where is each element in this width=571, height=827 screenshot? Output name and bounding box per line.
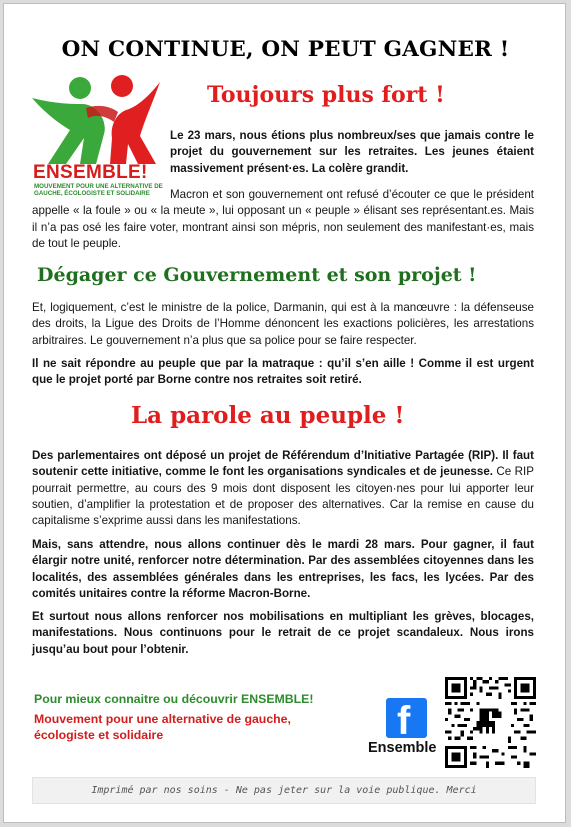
section2-title: Dégager ce Gouvernement et son projet !: [37, 264, 477, 286]
section3-para1: [32, 448, 534, 529]
section2-para1: Et, logiquement, c’est le ministre de la police, Darmanin, qui est à la manœuvre : la défenseuse des droits, la Ligue des Droits de l’Homme dénoncent les exactions policières, les arrestations arbitraires. Le gouvernement n’a plus que sa police pour se faire respecter.: [32, 301, 534, 347]
section3-para3: Et surtout nous allons renforcer nos mobilisations en multipliant les grèves, blocages, manifestations. Nous continuons pour le retrait de ce projet scandaleux. Nous irons jusqu’au bout pour l’obtenir.: [32, 610, 534, 656]
section2-para2: Il ne sait répondre au peuple que par la matraque : qu’il s’en aille ! Comme il est urgent que le projet porté par Borne contre nos retraites soit retiré.: [32, 357, 534, 387]
section1-para2: Macron et son gouvernement ont refusé d’écouter ce que le président appelle « la foule » ou « la meute », lui opposant un « peuple » élisant ses représentant.es. Mais il n’a pas osé les faire voter, montrant ainsi son mépris, non seulement des manifestant·es, mais de tout le peuple.: [32, 188, 534, 250]
ensemble-figures-icon: [26, 74, 166, 166]
ensemble-logo: [26, 74, 166, 204]
facebook-label: Ensemble: [368, 740, 437, 756]
section3-para2: Mais, sans attendre, nous allons continuer dès le mardi 28 mars. Pour gagner, il faut élargir notre unité, renforcer notre détermination. Par des assemblées citoyennes dans les localités, des assemblées générales dans les entreprises, les facs, les lycées. Par des comités unitaires contre la réforme Macron-Borne.: [32, 538, 534, 600]
facebook-icon[interactable]: [386, 698, 427, 743]
headline: ON CONTINUE, ON PEUT GAGNER !: [61, 37, 510, 62]
flyer-page: [3, 3, 566, 823]
section1-para1: Le 23 mars, nous étions plus nombreux/ses que jamais contre le projet du gouvernement sur les retraites. Les jeunes étaient massivement présent·es. La colère grandit.: [170, 129, 534, 175]
cta-movement: Mouvement pour une alternative de gauche, écologiste et solidaire: [34, 712, 291, 742]
section3-title: La parole au peuple !: [131, 402, 405, 429]
section3-para1-rest: Ce RIP pourrait permettre, au cours des 9 mois dont disposent les citoyen·nes pour lui apporter leur soutien, d’amplifier la protestation et de proposer des alternatives. Car la remise en cause du capitalisme s’exprime aussi dans les manifestations.: [32, 465, 534, 528]
section3-para1-bold: Des parlementaires ont déposé un projet de Référendum d’Initiative Partagée (RIP). Il faut soutenir cette initiative, comme le font les organisations syndicales et de jeunesse.: [32, 449, 534, 479]
qr-code-icon[interactable]: [445, 677, 536, 768]
footer-note: Imprimé par nos soins - Ne pas jeter sur la voie publique. Merci: [32, 777, 536, 804]
cta-discover: Pour mieux connaitre ou découvrir ENSEMBLE!: [34, 692, 314, 706]
facebook-letter: f: [397, 699, 411, 743]
logo-wordmark: ENSEMBLE!: [33, 162, 148, 183]
logo-tagline: MOUVEMENT POUR UNE ALTERNATIVE DE GAUCHE, ÉCOLOGISTE ET SOLIDAIRE: [34, 183, 163, 197]
section1-title: Toujours plus fort !: [207, 82, 445, 108]
